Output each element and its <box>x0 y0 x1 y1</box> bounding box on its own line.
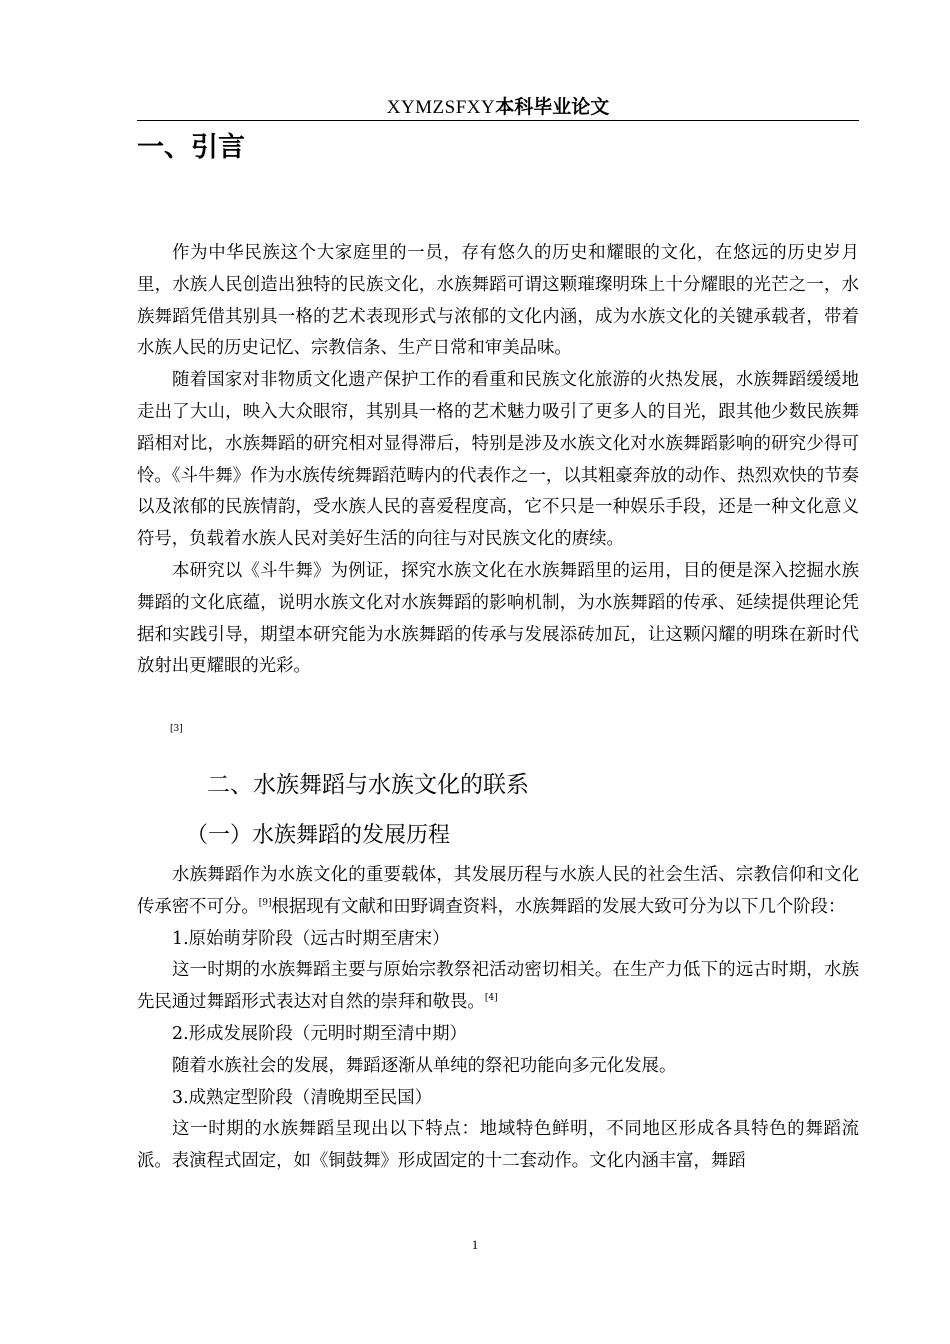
stage-1-text: 这一时期的水族舞蹈主要与原始宗教祭祀活动密切相关。在生产力低下的远古时期，水族先民通过舞蹈形式表达对自然的崇拜和敬畏。[4] <box>137 960 859 1013</box>
stage-1-title: 1.原始萌芽阶段（远古时期至唐宋） <box>172 928 450 949</box>
stage-3-title: 3.成熟定型阶段（清晚期至民国） <box>172 1087 433 1108</box>
page-header <box>137 94 859 121</box>
stage-3-text: 这一时期的水族舞蹈呈现出以下特点：地域特色鲜明，不同地区形成各具特色的舞蹈流派。表演程式固定，如《铜鼓舞》形成固定的十二套动作。文化内涵丰富，舞蹈 <box>137 1119 859 1172</box>
history-body <box>137 860 859 1178</box>
page-number: 1 <box>471 1237 479 1252</box>
citation-reference: [4] <box>484 993 498 1004</box>
intro-paragraph-2: 随着国家对非物质文化遗产保护工作的看重和民族文化旅游的火热发展，水族舞蹈缓缓地走出了大山，映入大众眼帘，其别具一格的艺术魅力吸引了更多人的目光，跟其他少数民族舞蹈相对比，水族舞蹈的研究相对显得滞后，特别是涉及水族文化对水族舞蹈影响的研究少得可怜。《斗牛舞》作为水族传统舞蹈范畴内的代表作之一，以其粗豪奔放的动作、热烈欢快的节奏以及浓郁的民族情韵，受水族人民的喜爱程度高，它不只是一种娱乐手段，还是一种文化意义符号，负载着水族人民对美好生活的向往与对民族文化的赓续。 <box>137 370 859 550</box>
history-intro-paragraph: 水族舞蹈作为水族文化的重要载体，其发展历程与水族人民的社会生活、宗教信仰和文化传承密不可分。[9]根据现有文献和田野调查资料，水族舞蹈的发展大致可分为以下几个阶段： <box>137 865 859 917</box>
subsection-heading-history: （一）水族舞蹈的发展历程 <box>186 823 451 848</box>
section-heading-introduction: 一、引言 <box>137 132 245 163</box>
header-title: 本科毕业论文 <box>495 96 610 118</box>
intro-paragraph-3: 本研究以《斗牛舞》为例证，探究水族文化在水族舞蹈里的运用，目的便是深入挖掘水族舞蹈的文化底蕴，说明水族文化对水族舞蹈的影响机制，为水族舞蹈的传承、延续提供理论凭据和实践引导，期望本研究能为水族舞蹈的传承与发展添砖加瓦，让这颗闪耀的明珠在新时代放射出更耀眼的光彩。 <box>137 560 859 677</box>
header-code: XYMZSFXY <box>386 97 496 118</box>
stage-2-title: 2.形成发展阶段（元明时期至清中期） <box>172 1023 467 1044</box>
citation-reference: [3] <box>170 724 183 734</box>
citation-reference: [9] <box>258 898 272 908</box>
introduction-body <box>137 238 859 683</box>
section-heading-relation: 二、水族舞蹈与水族文化的联系 <box>207 772 529 798</box>
stage-2-text: 随着水族社会的发展，舞蹈逐渐从单纯的祭祀功能向多元化发展。 <box>172 1055 677 1076</box>
intro-paragraph-1: 作为中华民族这个大家庭里的一员，存有悠久的历史和耀眼的文化，在悠远的历史岁月里，水族人民创造出独特的民族文化，水族舞蹈可谓这颗璀璨明珠上十分耀眼的光芒之一，水族舞蹈凭借其别具一格的艺术表现形式与浓郁的文化内涵，成为水族文化的关键承载者，带着水族人民的历史记忆、宗教信条、生产日常和审美品味。 <box>137 243 859 359</box>
